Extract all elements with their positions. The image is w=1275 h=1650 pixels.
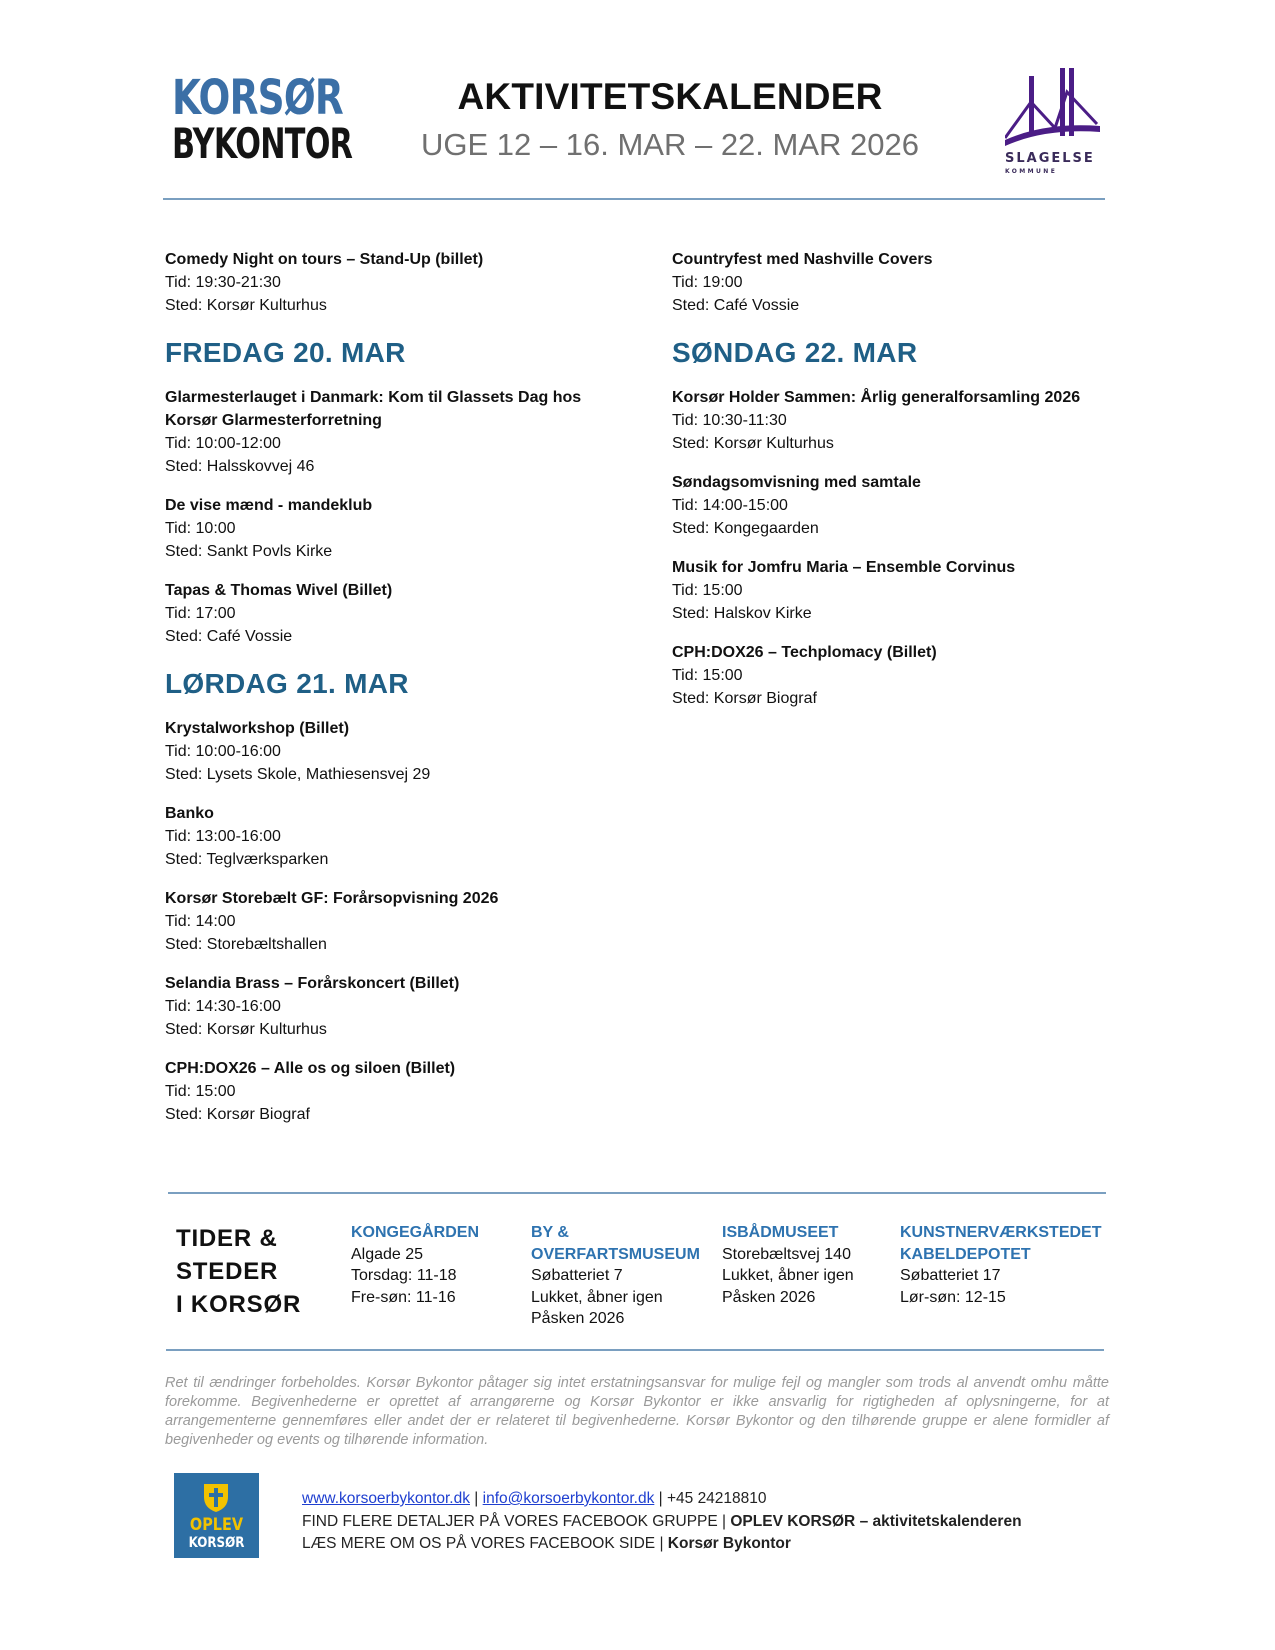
places-divider-bottom (166, 1349, 1104, 1351)
event-place: Sted: Café Vossie (672, 297, 800, 314)
event-time: Tid: 10:00-16:00 (165, 743, 281, 760)
event-place: Sted: Halsskovvej 46 (165, 458, 315, 475)
event-time: Tid: 15:00 (165, 1083, 236, 1100)
event-item (672, 386, 1162, 455)
event-place: Sted: Korsør Kulturhus (672, 435, 834, 452)
header-divider (163, 198, 1105, 200)
place-name: OVERFARTSMUSEUM (531, 1245, 700, 1263)
event-place: Sted: Korsør Kulturhus (165, 1021, 327, 1038)
places-title-line: I KORSØR (176, 1291, 302, 1318)
phone-number: | +45 24218810 (654, 1490, 767, 1507)
footer-group-prefix: FIND FLERE DETALJER PÅ VORES FACEBOOK GRUPPE | (302, 1512, 731, 1530)
event-time: Tid: 10:00-12:00 (165, 435, 281, 452)
place-line: Lukket, åbner igen (531, 1288, 663, 1306)
event-title: Korsør Holder Sammen: Årlig generalforsamling 2026 (672, 389, 1081, 406)
place-line: Søbatteriet 7 (531, 1267, 623, 1284)
place-line: Lør-søn: 12-15 (900, 1288, 1006, 1306)
event-place: Sted: Lysets Skole, Mathiesensvej 29 (165, 766, 431, 783)
footer-line-page (302, 1533, 1062, 1556)
event-item (165, 248, 655, 317)
event-time: Tid: 13:00-16:00 (165, 828, 281, 845)
kommune-text: KOMMUNE (1005, 168, 1058, 175)
event-place: Sted: Korsør Biograf (672, 690, 817, 707)
place-line: Påsken 2026 (531, 1310, 625, 1327)
event-time: Tid: 19:00 (672, 274, 743, 291)
event-title: Comedy Night on tours – Stand-Up (billet) (165, 251, 484, 268)
places-divider-top (168, 1192, 1106, 1194)
badge-korsor-text: KORSØR (188, 1535, 245, 1551)
place-name: KONGEGÅRDEN (351, 1224, 480, 1241)
event-item (165, 802, 655, 871)
disclaimer-text: Ret til ændringer forbeholdes. Korsør Bykontor påtager sig intet erstatningsansvar for mulige fejl og mangler som trods al anvendt omhu måtte forekomme. Begivenhederne er oprettet af arrangørerne og Korsør Bykontor er ikke ansvarlig for rigtigheden af oplysningerne, for at arrangementerne gennemføres eller andet der er relateret til begivenhederne. Korsør Bykontor og den tilhørende gruppe er alene formidler af begivenheder og events og tilhørende information. (165, 1375, 1109, 1448)
day-heading-sondag: SØNDAG 22. MAR (672, 337, 918, 368)
event-time: Tid: 14:00-15:00 (672, 497, 788, 514)
website-link[interactable]: www.korsoerbykontor.dk (302, 1490, 470, 1507)
event-item (672, 641, 1162, 710)
event-title: Søndagsomvisning med samtale (672, 474, 921, 491)
footer-separator: | (470, 1490, 483, 1507)
footer-group-suffix: – aktivitetskalenderen (855, 1512, 1022, 1530)
event-place: Sted: Halskov Kirke (672, 605, 812, 622)
week-subtitle: UGE 12 – 16. MAR – 22. MAR 2026 (421, 127, 919, 162)
facebook-group-name: OPLEV KORSØR (730, 1512, 856, 1530)
place-line: Søbatteriet 17 (900, 1267, 1001, 1284)
event-title: De vise mænd - mandeklub (165, 497, 373, 514)
event-place: Sted: Sankt Povls Kirke (165, 543, 333, 560)
event-time: Tid: 10:00 (165, 520, 236, 537)
event-title: CPH:DOX26 – Alle os og siloen (Billet) (165, 1060, 456, 1077)
oplev-korsor-badge (174, 1473, 259, 1558)
event-time: Tid: 10:30-11:30 (672, 412, 787, 429)
event-title: Krystalworkshop (Billet) (165, 720, 350, 737)
place-by-overfartsmuseum (531, 1222, 716, 1330)
event-item (165, 1057, 655, 1126)
place-name: KABELDEPOTET (900, 1245, 1031, 1263)
place-line: Lukket, åbner igen (722, 1267, 854, 1284)
logo-line-korsor: KORSØR (172, 70, 343, 126)
place-name: BY & (531, 1224, 569, 1241)
event-item (672, 248, 1162, 317)
bridge-icon (1005, 66, 1105, 176)
event-item (672, 471, 1162, 540)
place-line: Storebæltsvej 140 (722, 1245, 851, 1263)
event-place: Sted: Storebæltshallen (165, 936, 327, 953)
place-isbaadmuseet (722, 1222, 902, 1308)
left-column (165, 248, 655, 1142)
slagelse-text: SLAGELSE (1005, 151, 1095, 166)
event-time: Tid: 15:00 (672, 667, 743, 684)
event-item (165, 579, 655, 648)
event-place: Sted: Café Vossie (165, 628, 293, 645)
right-column (672, 248, 1162, 726)
place-line: Fre-søn: 11-16 (351, 1288, 456, 1306)
event-title: Glarmesterlauget i Danmark: Kom til Glassets Dag hos Korsør Glarmesterforretning (165, 389, 582, 429)
logo-line-bykontor: BYKONTOR (172, 119, 353, 168)
place-name: KUNSTNERVÆRKSTEDET (900, 1224, 1102, 1241)
event-item (165, 887, 655, 956)
places-title (176, 1222, 336, 1321)
event-place: Sted: Teglværksparken (165, 851, 329, 868)
footer-page-prefix: LÆS MERE OM OS PÅ VORES FACEBOOK SIDE | (302, 1535, 668, 1552)
event-title: Countryfest med Nashville Covers (672, 251, 933, 268)
footer-line-contact (302, 1488, 1062, 1511)
event-item (165, 386, 655, 478)
places-title-line: STEDER (176, 1258, 279, 1285)
place-line: Påsken 2026 (722, 1288, 816, 1306)
page-title: AKTIVITETSKALENDER (457, 76, 883, 117)
place-line: Torsdag: 11-18 (351, 1267, 457, 1284)
event-place: Sted: Korsør Biograf (165, 1106, 310, 1123)
event-title: CPH:DOX26 – Techplomacy (Billet) (672, 644, 937, 661)
event-time: Tid: 14:00 (165, 913, 236, 930)
event-time: Tid: 14:30-16:00 (165, 998, 281, 1015)
event-title: Musik for Jomfru Maria – Ensemble Corvinus (672, 559, 1016, 576)
facebook-page-name: Korsør Bykontor (667, 1535, 791, 1552)
day-heading-fredag: FREDAG 20. MAR (165, 337, 406, 368)
event-item (165, 972, 655, 1041)
email-link[interactable]: info@korsoerbykontor.dk (482, 1490, 655, 1507)
badge-oplev-text: OPLEV (189, 1515, 244, 1535)
event-title: Tapas & Thomas Wivel (Billet) (165, 582, 393, 599)
event-place: Sted: Korsør Kulturhus (165, 297, 327, 314)
place-name: ISBÅDMUSEET (722, 1224, 839, 1241)
shield-cross-icon (203, 1483, 229, 1513)
place-kunstnervaerkstedet (900, 1222, 1110, 1308)
place-kongegaarden (351, 1222, 526, 1308)
korsor-bykontor-logo (172, 70, 353, 168)
event-title: Korsør Storebælt GF: Forårsopvisning 2026 (165, 890, 499, 907)
event-title: Banko (165, 805, 214, 822)
event-item (672, 556, 1162, 625)
event-title: Selandia Brass – Forårskoncert (Billet) (165, 975, 460, 992)
event-item (165, 717, 655, 786)
footer-line-group (302, 1511, 1062, 1534)
places-title-line: TIDER & (176, 1225, 278, 1252)
event-time: Tid: 17:00 (165, 605, 236, 622)
event-place: Sted: Kongegaarden (672, 520, 819, 537)
event-item (165, 494, 655, 563)
place-line: Algade 25 (351, 1245, 424, 1263)
event-time: Tid: 19:30-21:30 (165, 274, 281, 291)
day-heading-lordag: LØRDAG 21. MAR (165, 668, 409, 699)
footer-contact (302, 1488, 1062, 1556)
slagelse-kommune-logo (1005, 66, 1105, 176)
event-time: Tid: 15:00 (672, 582, 743, 599)
